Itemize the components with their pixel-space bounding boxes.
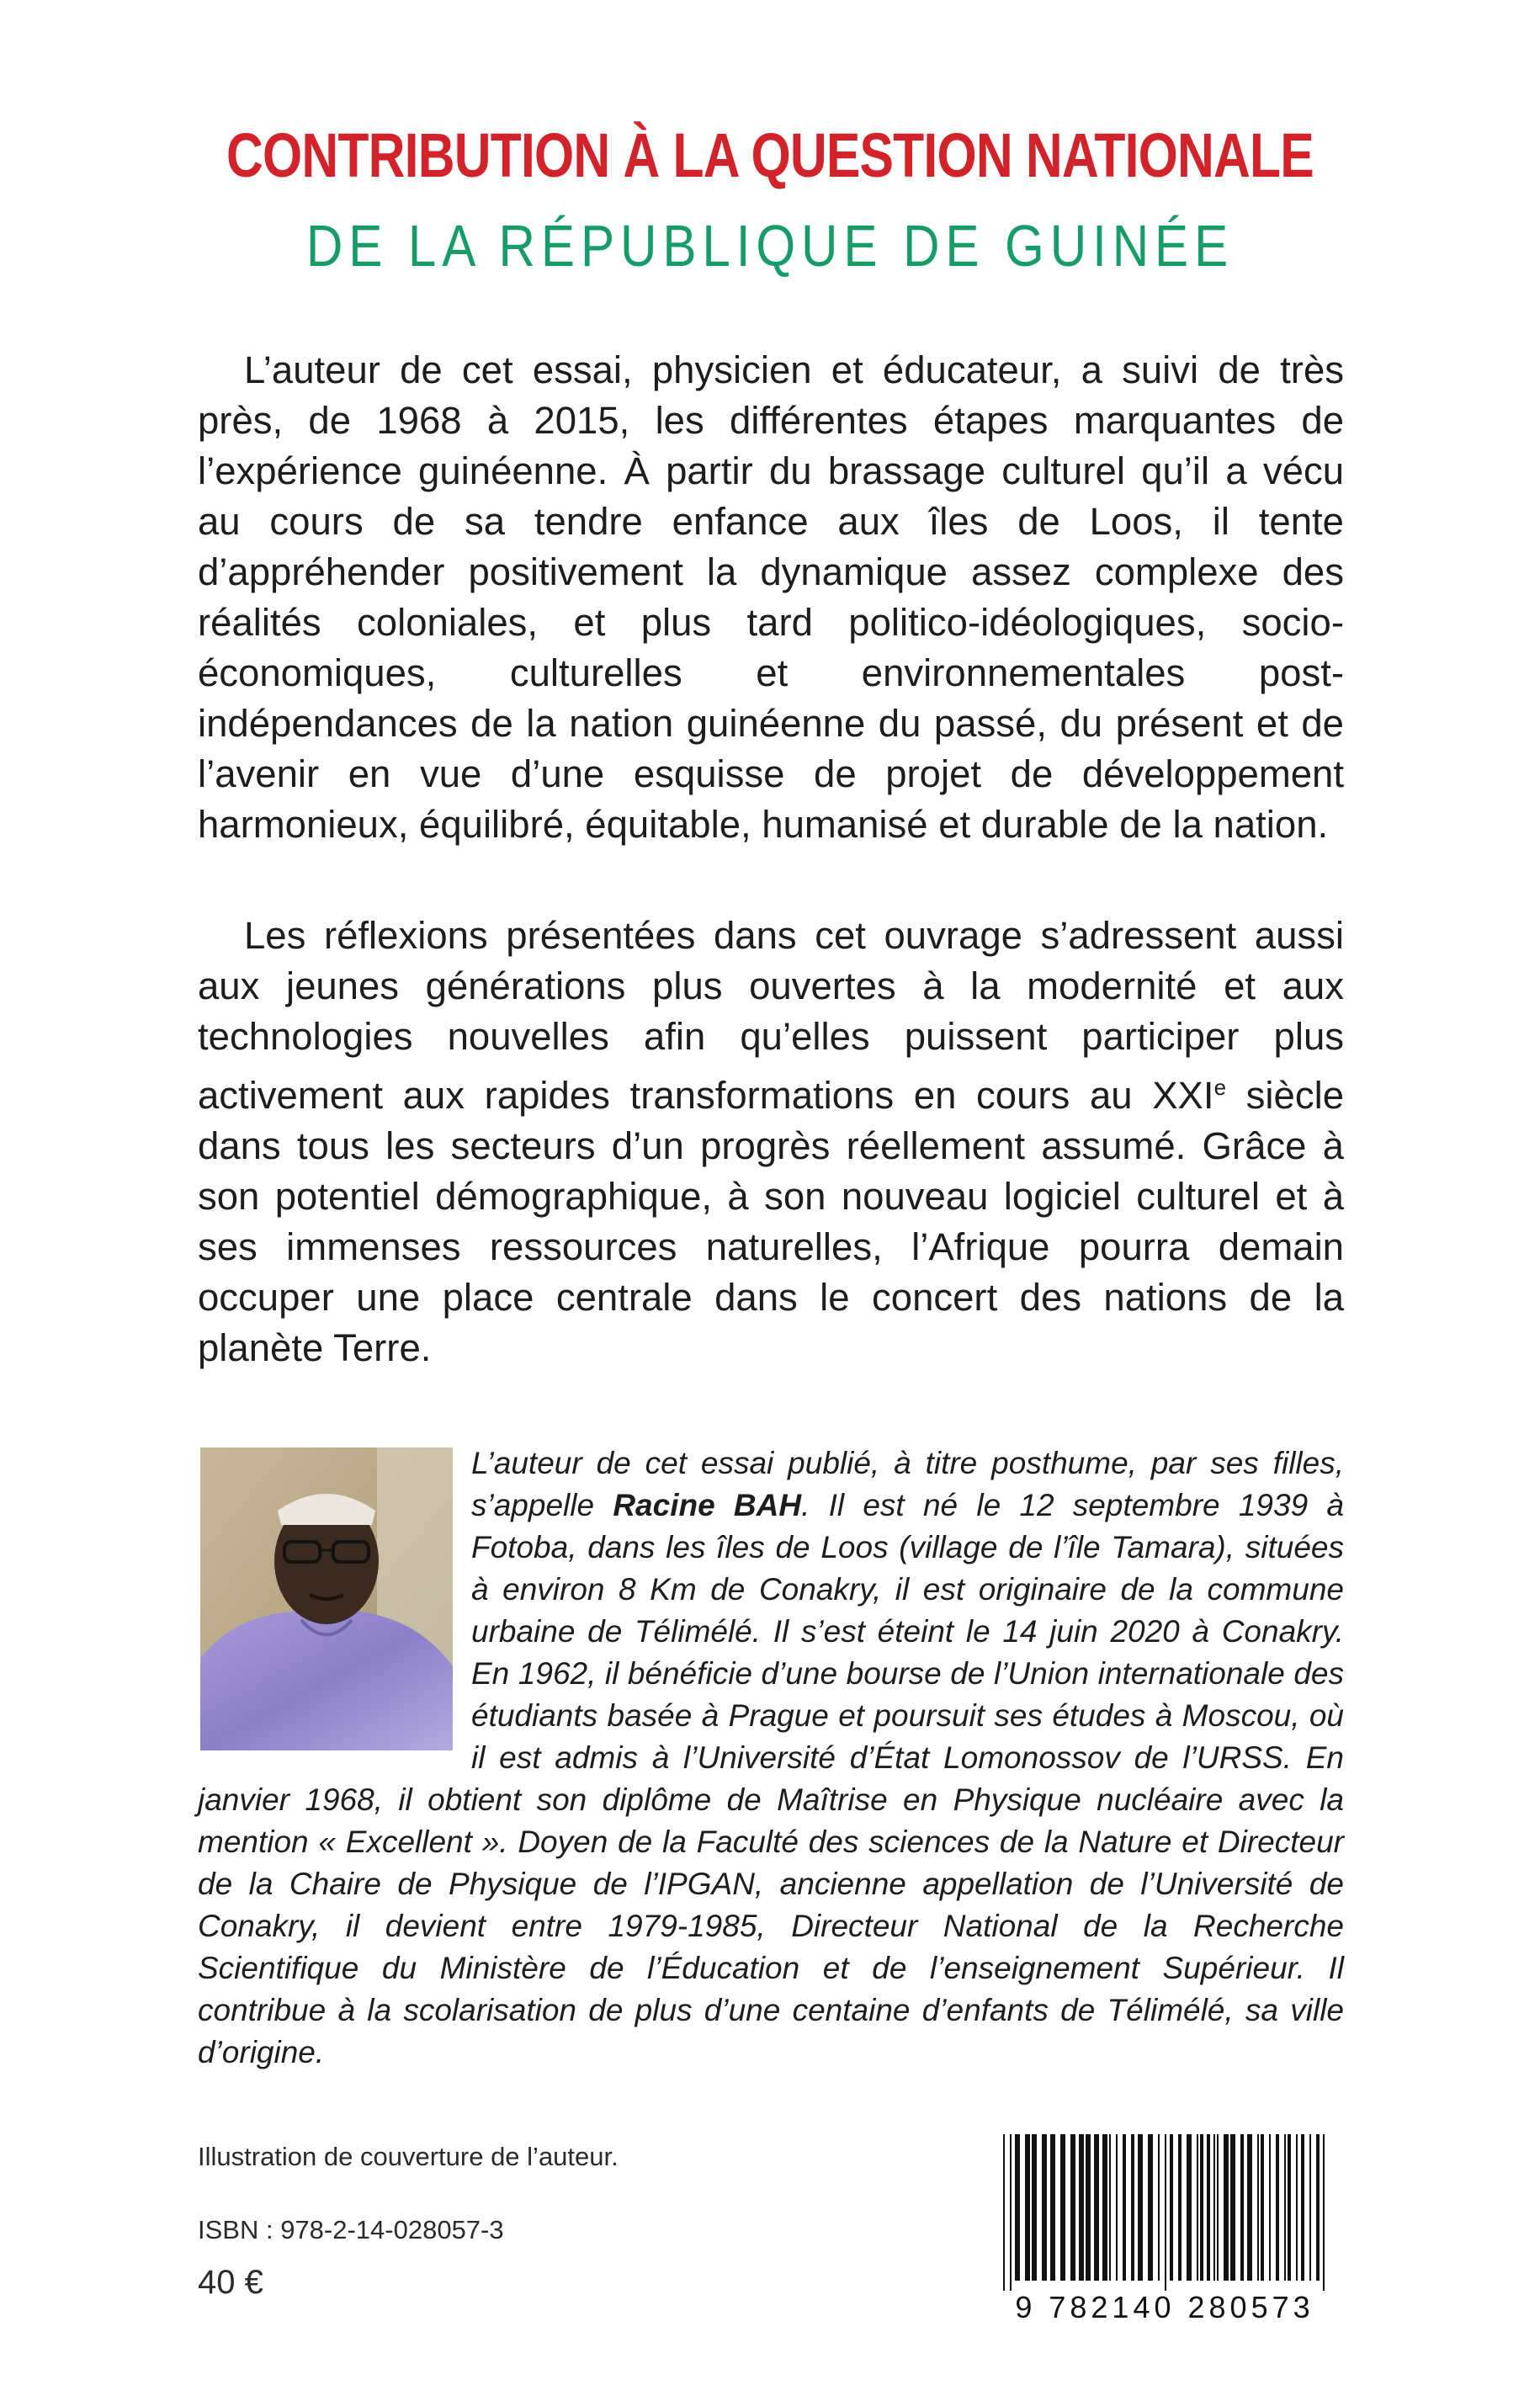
barcode-bar (1060, 2134, 1065, 2281)
barcode-bar (1102, 2134, 1107, 2281)
title-line-1: CONTRIBUTION À LA QUESTION NATIONALE (226, 120, 1314, 190)
barcode-bar (1213, 2134, 1215, 2281)
barcode-bar (1042, 2134, 1047, 2281)
summary-paragraph-1: L’auteur de cet essai, physicien et éducateur, a suivi de très près, de 1968 à 2015, les différentes étapes marquantes de l’expérience guinéenne. À partir du brassage culturel qu’il a vécu au cours de sa tendre enfance aux îles de Loos, il tente d’appréhender positivement la dynamique assez complexe des réalités coloniales, et plus tard politico-idéologiques, socio-économiques, culturelles et environnementales post-indépendances de la nation guinéenne du passé, du présent et de l’avenir en vue d’une esquisse de projet de développement harmonieux, équilibré, équitable, humanisé et durable de la nation. (198, 348, 1344, 846)
barcode-bar (1070, 2134, 1075, 2281)
barcode-bar (1224, 2134, 1229, 2281)
photo-wrap-spacer (198, 1442, 471, 1745)
barcode-number: 9 782140 280573 (1015, 2290, 1314, 2324)
barcode-bar (1323, 2134, 1325, 2291)
barcode-bar (1050, 2134, 1055, 2281)
barcode-bar (1247, 2134, 1252, 2281)
barcode-bar (1276, 2134, 1279, 2281)
barcode (996, 2131, 1333, 2324)
barcode-bar (1086, 2134, 1091, 2281)
author-name: Racine BAH (613, 1488, 802, 1522)
price: 40 € (198, 2264, 263, 2301)
barcode-bar (1261, 2134, 1264, 2281)
isbn: ISBN : 978-2-14-028057-3 (198, 2215, 504, 2244)
century-superscript: e (1213, 1075, 1227, 1100)
barcode-bar (1269, 2134, 1271, 2281)
barcode-bar (1116, 2134, 1118, 2281)
barcode-bar (1094, 2134, 1099, 2281)
barcode-bar (1257, 2134, 1259, 2281)
barcode-bar (1003, 2134, 1005, 2291)
barcode-bar (1158, 2134, 1160, 2281)
barcode-bar (1187, 2134, 1192, 2281)
barcode-bar (1032, 2134, 1037, 2281)
barcode-bar (1123, 2134, 1126, 2281)
barcode-bar (1178, 2134, 1182, 2281)
barcode-bar (1015, 2134, 1020, 2281)
barcode-bar (1197, 2134, 1198, 2281)
barcode-bar (1200, 2134, 1203, 2281)
barcode-bar (1240, 2134, 1244, 2281)
paragraph-2-part-2: siècle dans tous les secteurs d’un progrès réellement assumé. Grâce à son potentiel démographique, à son nouveau logiciel culturel et à ses immenses ressources naturelles, l’Afrique pourra demain occuper une place centrale dans le concert des nations de la planète Terre. (198, 1074, 1345, 1370)
barcode-bar (1010, 2134, 1012, 2291)
bio-part-2: . Il est né le 12 septembre 1939 à Fotoba, dans les îles de Loos (village de l’île Tamara), situées à environ 8 Km de Conakry, il est originaire de la commune urbaine de Télimélé. Il s’est éteint le 14 juin 2020 à Conakry. En 1962, il bénéficie d’une bourse de l’Union internationale des étudiants basée à Prague et poursuit ses études à Moscou, où il est admis à l’Université d’État Lomonossov de l’URSS. En janvier 1968, il obtient son diplôme de Maîtrise en Physique nucléaire avec la mention « Excellent ». Doyen de la Faculté des sciences de la Nature et Directeur de la Chaire de Physique de l’IPGAN, ancienne appellation de l’Université de Conakry, il devient entre 1979-1985, Directeur National de la Recherche Scientifique du Ministère de l’Éducation et de l’enseignement Supérieur. Il contribue à la scolarisation de plus d’une centaine d’enfants de Télimélé, sa ville d’origine. (198, 1488, 1344, 2069)
barcode-bar (1309, 2134, 1311, 2281)
barcode-bar (1109, 2134, 1111, 2281)
author-biography (198, 1442, 1344, 2074)
summary-paragraph-2 (198, 911, 1344, 1373)
barcode-bar (1217, 2134, 1219, 2281)
barcode-bar (1148, 2134, 1153, 2281)
barcode-bar (1207, 2134, 1210, 2281)
cover-illustration-credit: Illustration de couverture de l’auteur. (198, 2142, 619, 2171)
barcode-bar (1288, 2134, 1291, 2281)
barcode-bar (1079, 2134, 1084, 2281)
paragraph-2-part-1: Les réflexions présentées dans cet ouvrage s’adressent aussi aux jeunes générations plus ouvertes à la modernité et aux technologies nouvelles afin qu’elles puissent participer plus activement aux rapides transformations en cours au XXI (198, 914, 1344, 1118)
barcode-bar (1025, 2134, 1030, 2281)
barcode-bar (1296, 2134, 1298, 2281)
bio-part-1: L’auteur de cet essai publié, à titre posthume, par ses filles, s’appelle (471, 1446, 1344, 1522)
barcode-bar (1230, 2134, 1235, 2281)
barcode-bar (1165, 2134, 1166, 2291)
barcode-graphic (996, 2131, 1333, 2324)
title-line-2: DE LA RÉPUBLIQUE DE GUINÉE (305, 213, 1235, 279)
barcode-bar (1301, 2134, 1304, 2281)
barcode-bar (1131, 2134, 1134, 2281)
barcode-bar (1138, 2134, 1143, 2281)
barcode-bar (1284, 2134, 1286, 2281)
barcode-bar (1170, 2134, 1173, 2281)
barcode-bar (1316, 2134, 1320, 2281)
